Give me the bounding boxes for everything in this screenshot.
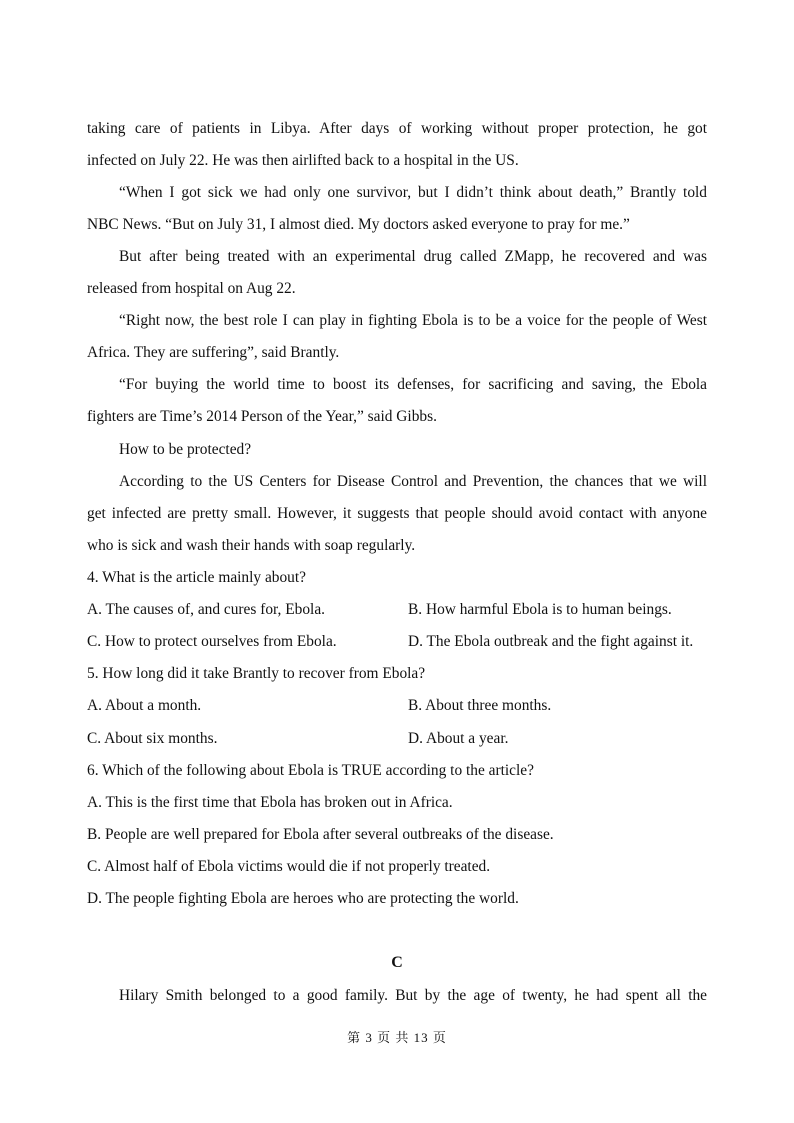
option-a: A. This is the first time that Ebola has broken out in Africa. bbox=[87, 794, 453, 811]
option-a: A. The causes of, and cures for, Ebola. bbox=[87, 601, 325, 618]
option-a: A. About a month. bbox=[87, 697, 202, 714]
passage-line: But after being treated with an experimental drug called ZMapp, he recovered and was bbox=[119, 248, 707, 265]
passage-line: Africa. They are suffering”, said Brantly. bbox=[87, 344, 340, 361]
passage-line: According to the US Centers for Disease Control and Prevention, the chances that we will bbox=[119, 473, 707, 490]
option-c: C. About six months. bbox=[87, 730, 218, 747]
passage-line: infected on July 22. He was then airlifted back to a hospital in the US. bbox=[87, 152, 519, 169]
option-c: C. How to protect ourselves from Ebola. bbox=[87, 633, 337, 650]
page-footer: 第 3 页 共 13 页 bbox=[347, 1030, 447, 1045]
passage-subheading: How to be protected? bbox=[119, 441, 252, 458]
option-b: B. How harmful Ebola is to human beings. bbox=[408, 601, 672, 618]
question-stem: 6. Which of the following about Ebola is TRUE according to the article? bbox=[87, 762, 534, 779]
passage-line: NBC News. “But on July 31, I almost died. My doctors asked everyone to pray for me.” bbox=[87, 216, 630, 233]
passage-line: taking care of patients in Libya. After days of working without proper protection, he got bbox=[87, 120, 707, 137]
passage-line: fighters are Time’s 2014 Person of the Year,” said Gibbs. bbox=[87, 408, 437, 425]
option-b: B. About three months. bbox=[408, 697, 552, 714]
question-stem: 5. How long did it take Brantly to recover from Ebola? bbox=[87, 665, 426, 682]
passage-line: “For buying the world time to boost its defenses, for sacrificing and saving, the Ebola bbox=[119, 376, 707, 393]
option-c: C. Almost half of Ebola victims would die if not properly treated. bbox=[87, 858, 491, 875]
passage-line: Hilary Smith belonged to a good family. But by the age of twenty, he had spent all the bbox=[119, 987, 707, 1004]
passage-line: released from hospital on Aug 22. bbox=[87, 280, 296, 297]
passage-line: get infected are pretty small. However, it suggests that people should avoid contact with anyone bbox=[87, 505, 707, 522]
option-d: D. The Ebola outbreak and the fight against it. bbox=[408, 633, 694, 650]
option-b: B. People are well prepared for Ebola after several outbreaks of the disease. bbox=[87, 826, 554, 843]
passage-line: “Right now, the best role I can play in fighting Ebola is to be a voice for the people of West bbox=[119, 312, 707, 329]
passage-line: “When I got sick we had only one survivor, but I didn’t think about death,” Brantly told bbox=[119, 184, 707, 201]
section-heading: C bbox=[391, 954, 403, 971]
option-d: D. About a year. bbox=[408, 730, 509, 747]
option-d: D. The people fighting Ebola are heroes who are protecting the world. bbox=[87, 890, 519, 907]
question-stem: 4. What is the article mainly about? bbox=[87, 569, 306, 586]
passage-line: who is sick and wash their hands with soap regularly. bbox=[87, 537, 416, 554]
